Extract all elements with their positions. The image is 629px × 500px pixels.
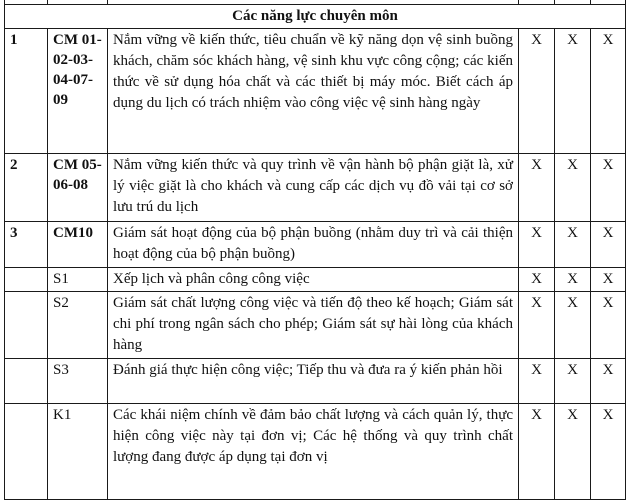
competency-code: S1	[48, 268, 108, 292]
mark-cell: X	[519, 404, 555, 500]
mark-cell: X	[591, 29, 626, 154]
table-row	[5, 29, 626, 154]
row-number	[5, 292, 48, 359]
mark-cell: X	[555, 359, 591, 404]
competency-code: CM 01-02-03-04-07-09	[48, 29, 108, 154]
mark-cell: X	[591, 154, 626, 222]
mark-cell: X	[555, 404, 591, 500]
competency-description: Nắm vững kiến thức và quy trình về vận hành bộ phận giặt là, xử lý việc giặt là cho khách và cung cấp các dịch vụ đồ vải tại cơ sở lưu trú du lịch	[108, 154, 519, 222]
table-row	[5, 268, 626, 292]
competency-code: S2	[48, 292, 108, 359]
table-row	[5, 292, 626, 359]
row-number: 3	[5, 222, 48, 268]
mark-cell: X	[519, 268, 555, 292]
competency-description: Xếp lịch và phân công công việc	[108, 268, 519, 292]
row-number: 2	[5, 154, 48, 222]
mark-cell: X	[555, 292, 591, 359]
row-number	[5, 359, 48, 404]
competency-code: CM 05-06-08	[48, 154, 108, 222]
table-row	[5, 154, 626, 222]
mark-cell: X	[519, 292, 555, 359]
mark-cell: X	[555, 154, 591, 222]
competency-description: Nắm vững về kiến thức, tiêu chuẩn về kỹ năng dọn vệ sinh buồng khách, chăm sóc khách hàng, vệ sinh khu vực công cộng; các kiến thức về sử dụng hóa chất và các thiết bị máy móc. Biết cách áp dụng du lịch có trách nhiệm vào công việc vệ sinh hàng ngày	[108, 29, 519, 154]
section-title: Các năng lực chuyên môn	[5, 5, 626, 29]
competency-description: Các khái niệm chính về đảm bảo chất lượng và cách quản lý, thực hiện công việc này tại đơn vị; Các hệ thống và quy trình chất lượng đang được áp dụng tại đơn vị	[108, 404, 519, 500]
table-row	[5, 359, 626, 404]
row-number	[5, 404, 48, 500]
row-number: 1	[5, 29, 48, 154]
competency-description: Đánh giá thực hiện công việc; Tiếp thu và đưa ra ý kiến phản hồi	[108, 359, 519, 404]
mark-cell: X	[519, 222, 555, 268]
competency-table	[4, 0, 626, 500]
mark-cell: X	[591, 292, 626, 359]
competency-code: CM10	[48, 222, 108, 268]
mark-cell: X	[555, 29, 591, 154]
mark-cell: X	[555, 222, 591, 268]
table-row	[5, 222, 626, 268]
competency-code: S3	[48, 359, 108, 404]
mark-cell: X	[591, 359, 626, 404]
mark-cell: X	[591, 404, 626, 500]
mark-cell: X	[591, 268, 626, 292]
row-number	[5, 268, 48, 292]
competency-description: Giám sát chất lượng công việc và tiến độ theo kế hoạch; Giám sát chi phí trong ngân sách cho phép; Giám sát sự hài lòng của khách hàng	[108, 292, 519, 359]
mark-cell: X	[591, 222, 626, 268]
table-row	[5, 404, 626, 500]
competency-code: K1	[48, 404, 108, 500]
mark-cell: X	[519, 154, 555, 222]
section-header-row	[5, 5, 626, 29]
mark-cell: X	[519, 29, 555, 154]
mark-cell: X	[519, 359, 555, 404]
competency-description: Giám sát hoạt động của bộ phận buồng (nhằm duy trì và cải thiện hoạt động của bộ phận buồng)	[108, 222, 519, 268]
mark-cell: X	[555, 268, 591, 292]
